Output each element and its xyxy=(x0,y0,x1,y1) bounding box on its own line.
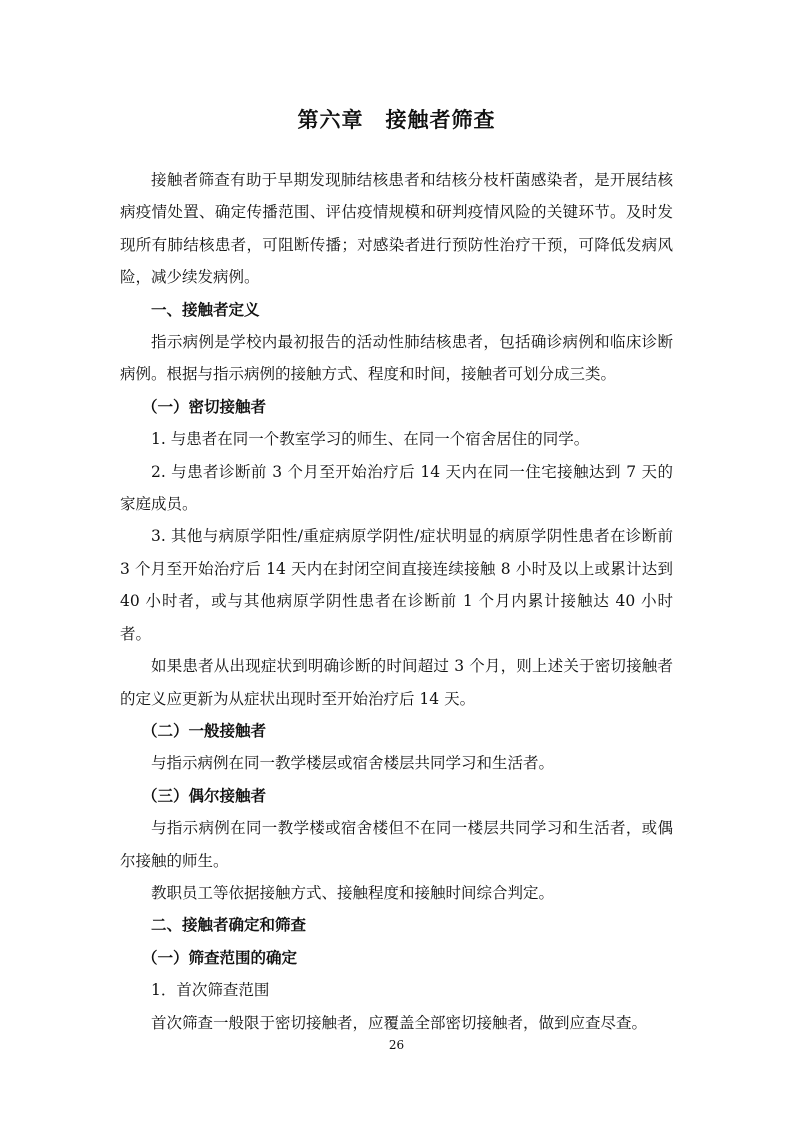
chapter-number: 第六章 xyxy=(297,108,364,132)
paragraph-general-contacts: 与指示病例在同一教学楼层或宿舍楼层共同学习和生活者。 xyxy=(151,754,555,773)
list-item-close-contact-2: 2. 与患者诊断前 3 个月至开始治疗后 14 天内在同一住宅接触达到 7 天的家庭成员。 xyxy=(120,462,673,514)
list-item-first-screening-scope: 1．首次筛查范围 xyxy=(151,981,270,1000)
list-item-close-contact-1: 1. 与患者在同一个教室学习的师生、在同一个宿舍居住的同学。 xyxy=(151,430,590,449)
paragraph-occasional-contacts: 与指示病例在同一教学楼或宿舍楼但不在同一楼层共同学习和生活者，或偶尔接触的师生。 xyxy=(120,819,673,870)
section-heading-contact-definition: 一、接触者定义 xyxy=(151,300,260,319)
chapter-name: 接触者筛查 xyxy=(385,108,496,132)
section-heading-screening: 二、接触者确定和筛查 xyxy=(151,916,307,935)
subsection-heading-close-contacts: （一）密切接触者 xyxy=(142,397,267,416)
page-number: 26 xyxy=(388,1038,405,1052)
paragraph-definition-update: 如果患者从出现症状到明确诊断的时间超过 3 个月，则上述关于密切接触者的定义应更新为从症状出现时至开始治疗后 14 天。 xyxy=(120,657,673,708)
paragraph-first-screening: 首次筛查一般限于密切接触者，应覆盖全部密切接触者，做到应查尽查。 xyxy=(151,1013,648,1032)
paragraph-intro: 接触者筛查有助于早期发现肺结核患者和结核分枝杆菌感染者，是开展结核病疫情处置、确定传播范围、评估疫情规模和研判疫情风险的关键环节。及时发现所有肺结核患者，可阻断传播；对感染者进行预防性治疗干预，可降低发病风险，减少续发病例。 xyxy=(120,171,673,287)
paragraph-index-case: 指示病例是学校内最初报告的活动性肺结核患者，包括确诊病例和临床诊断病例。根据与指示病例的接触方式、程度和时间，接触者可划分成三类。 xyxy=(120,333,673,384)
subsection-heading-general-contacts: （二）一般接触者 xyxy=(142,721,267,740)
list-item-close-contact-3: 3. 其他与病原学阳性/重症病原学阴性/症状明显的病原学阴性患者在诊断前 3 个月至开始治疗后 14 天内在封闭空间直接连续接触 8 小时及以上或累计达到 40 小时者，或与其他病原学阴性患者在诊断前 1 个月内累计接触达 40 小时者。 xyxy=(120,527,673,643)
subsection-heading-occasional-contacts: （三）偶尔接触者 xyxy=(142,786,267,805)
paragraph-staff-judgement: 教职员工等依据接触方式、接触程度和接触时间综合判定。 xyxy=(151,883,555,902)
chapter-title xyxy=(0,100,793,140)
subsection-heading-screening-scope: （一）筛查范围的确定 xyxy=(142,948,298,967)
document-body xyxy=(120,164,673,1039)
